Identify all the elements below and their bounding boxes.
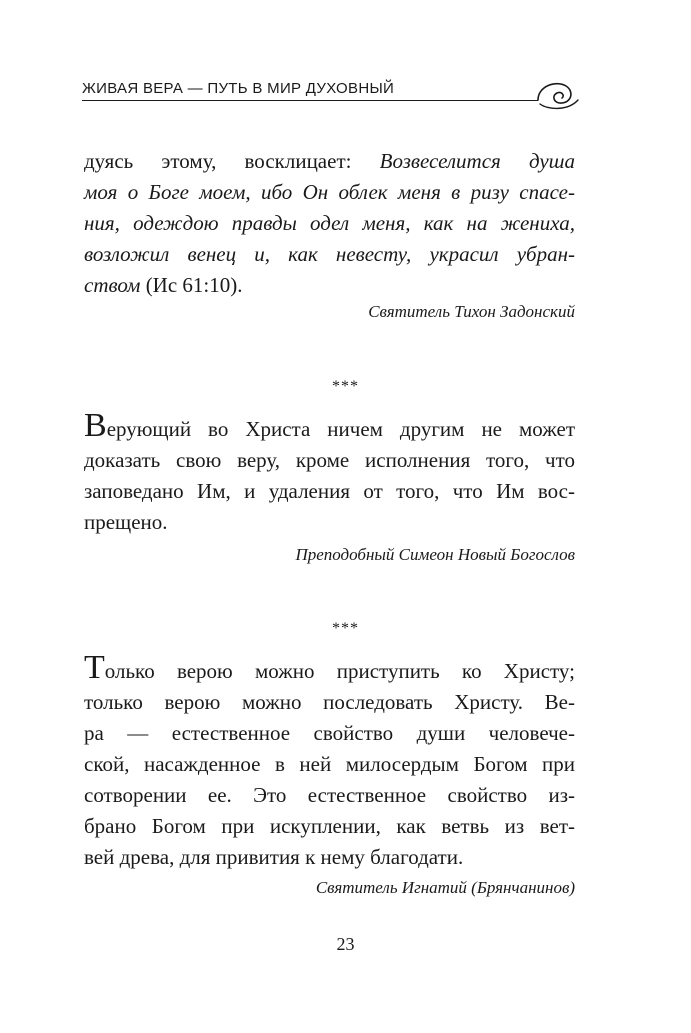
passage-3-line: ра — естественное свойство души человече- <box>84 721 575 745</box>
header-rule <box>82 100 538 101</box>
passage-3 <box>84 649 575 873</box>
drop-cap: В <box>84 407 107 444</box>
passage-1-line: ством (Ис 61:10). <box>84 273 243 297</box>
passage-2 <box>84 407 575 538</box>
passage-1-line: моя о Боге моем, ибо Он облек меня в ризу спасе- <box>84 180 575 204</box>
attribution-3: Святитель Игнатий (Брянчанинов) <box>315 878 575 897</box>
section-separator: *** <box>332 620 359 637</box>
passage-2-line: доказать свою веру, кроме исполнения того, что <box>84 448 575 472</box>
section-separator: *** <box>332 378 359 395</box>
passage-3-line: только верою можно последовать Христу. Ве- <box>84 690 575 714</box>
passage-2-line: прещено. <box>84 510 168 534</box>
passage-1-line: возложил венец и, как невесту, украсил убран- <box>84 242 575 266</box>
swirl-ornament-icon <box>534 74 582 114</box>
page-number: 23 <box>336 934 355 954</box>
passage-3-line: вей древа, для привития к нему благодати. <box>84 845 464 869</box>
running-header <box>82 74 582 114</box>
drop-cap: Т <box>84 649 105 686</box>
passage-3-line: сотворении ее. Это естественное свойство из- <box>84 783 575 807</box>
passage-1-line: дуясь этому, восклицает: Возвеселится душа <box>84 149 575 173</box>
attribution-2: Преподобный Симеон Новый Богослов <box>295 545 575 564</box>
passage-1 <box>84 146 575 301</box>
attribution-1: Святитель Тихон Задонский <box>368 302 575 321</box>
running-title: ЖИВАЯ ВЕРА — ПУТЬ В МИР ДУХОВНЫЙ <box>82 80 395 97</box>
passage-1-line: ния, одеждою правды одел меня, как на жениха, <box>84 211 575 235</box>
passage-3-line: брано Богом при искуплении, как ветвь из вет- <box>84 814 575 838</box>
passage-3-line: ской, насажденное в ней милосердым Богом при <box>84 752 575 776</box>
passage-2-line: Верующий во Христа ничем другим не может <box>84 407 575 444</box>
passage-3-line: Только верою можно приступить ко Христу; <box>84 649 575 686</box>
passage-2-line: заповедано Им, и удаления от того, что Им вос- <box>84 479 575 503</box>
